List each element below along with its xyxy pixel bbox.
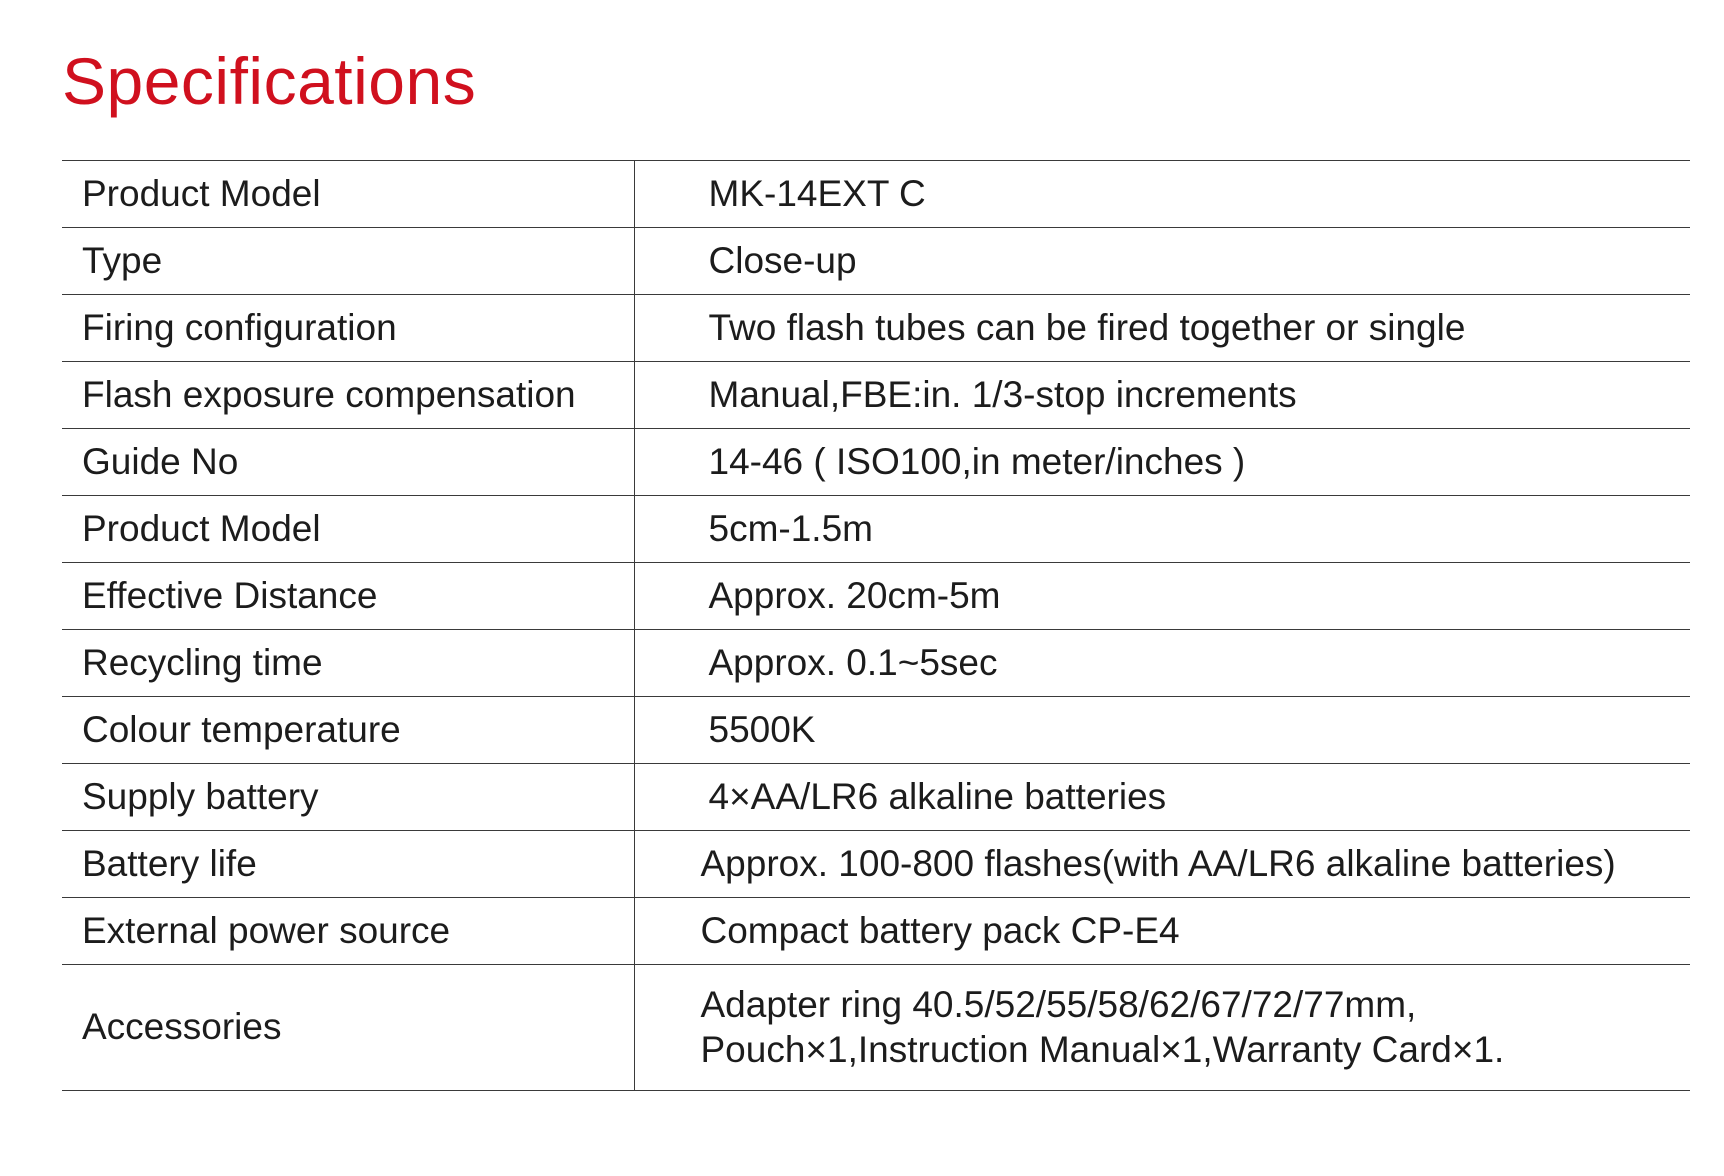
spec-label: Product Model	[62, 496, 634, 563]
page-title: Specifications	[62, 44, 477, 118]
spec-value-line: Pouch×1,Instruction Manual×1,Warranty Card×1.	[700, 1028, 1505, 1070]
spec-value: 14-46 ( ISO100,in meter/inches )	[634, 429, 1690, 496]
spec-label: External power source	[62, 898, 634, 965]
table-row	[62, 496, 1690, 563]
table-row	[62, 630, 1690, 697]
spec-label: Product Model	[62, 161, 634, 228]
spec-label: Battery life	[62, 831, 634, 898]
table-row	[62, 831, 1690, 898]
spec-value: Approx. 100-800 flashes(with AA/LR6 alkaline batteries)	[634, 831, 1690, 898]
spec-value: Close-up	[634, 228, 1690, 295]
spec-label: Supply battery	[62, 764, 634, 831]
spec-value: Two flash tubes can be fired together or single	[634, 295, 1690, 362]
table-row	[62, 295, 1690, 362]
table-row	[62, 228, 1690, 295]
spec-label: Effective Distance	[62, 563, 634, 630]
spec-value: 5500K	[634, 697, 1690, 764]
spec-value: Approx. 20cm-5m	[634, 563, 1690, 630]
table-row	[62, 764, 1690, 831]
table-row	[62, 362, 1690, 429]
spec-label: Flash exposure compensation	[62, 362, 634, 429]
spec-value: 4×AA/LR6 alkaline batteries	[634, 764, 1690, 831]
spec-value	[634, 965, 1690, 1091]
table-row	[62, 161, 1690, 228]
spec-label: Colour temperature	[62, 697, 634, 764]
table-row	[62, 563, 1690, 630]
spec-value: Compact battery pack CP-E4	[634, 898, 1690, 965]
spec-label: Recycling time	[62, 630, 634, 697]
spec-value: MK-14EXT C	[634, 161, 1690, 228]
spec-label: Firing configuration	[62, 295, 634, 362]
spec-value: Approx. 0.1~5sec	[634, 630, 1690, 697]
table-row	[62, 898, 1690, 965]
spec-label: Accessories	[62, 965, 634, 1091]
spec-value-line: Adapter ring 40.5/52/55/58/62/67/72/77mm,	[700, 984, 1417, 1026]
spec-label: Guide No	[62, 429, 634, 496]
spec-label: Type	[62, 228, 634, 295]
specifications-table	[62, 160, 1690, 1091]
table-row	[62, 429, 1690, 496]
spec-value: Manual,FBE:in. 1/3-stop increments	[634, 362, 1690, 429]
table-row	[62, 965, 1690, 1091]
spec-value: 5cm-1.5m	[634, 496, 1690, 563]
table-row	[62, 697, 1690, 764]
